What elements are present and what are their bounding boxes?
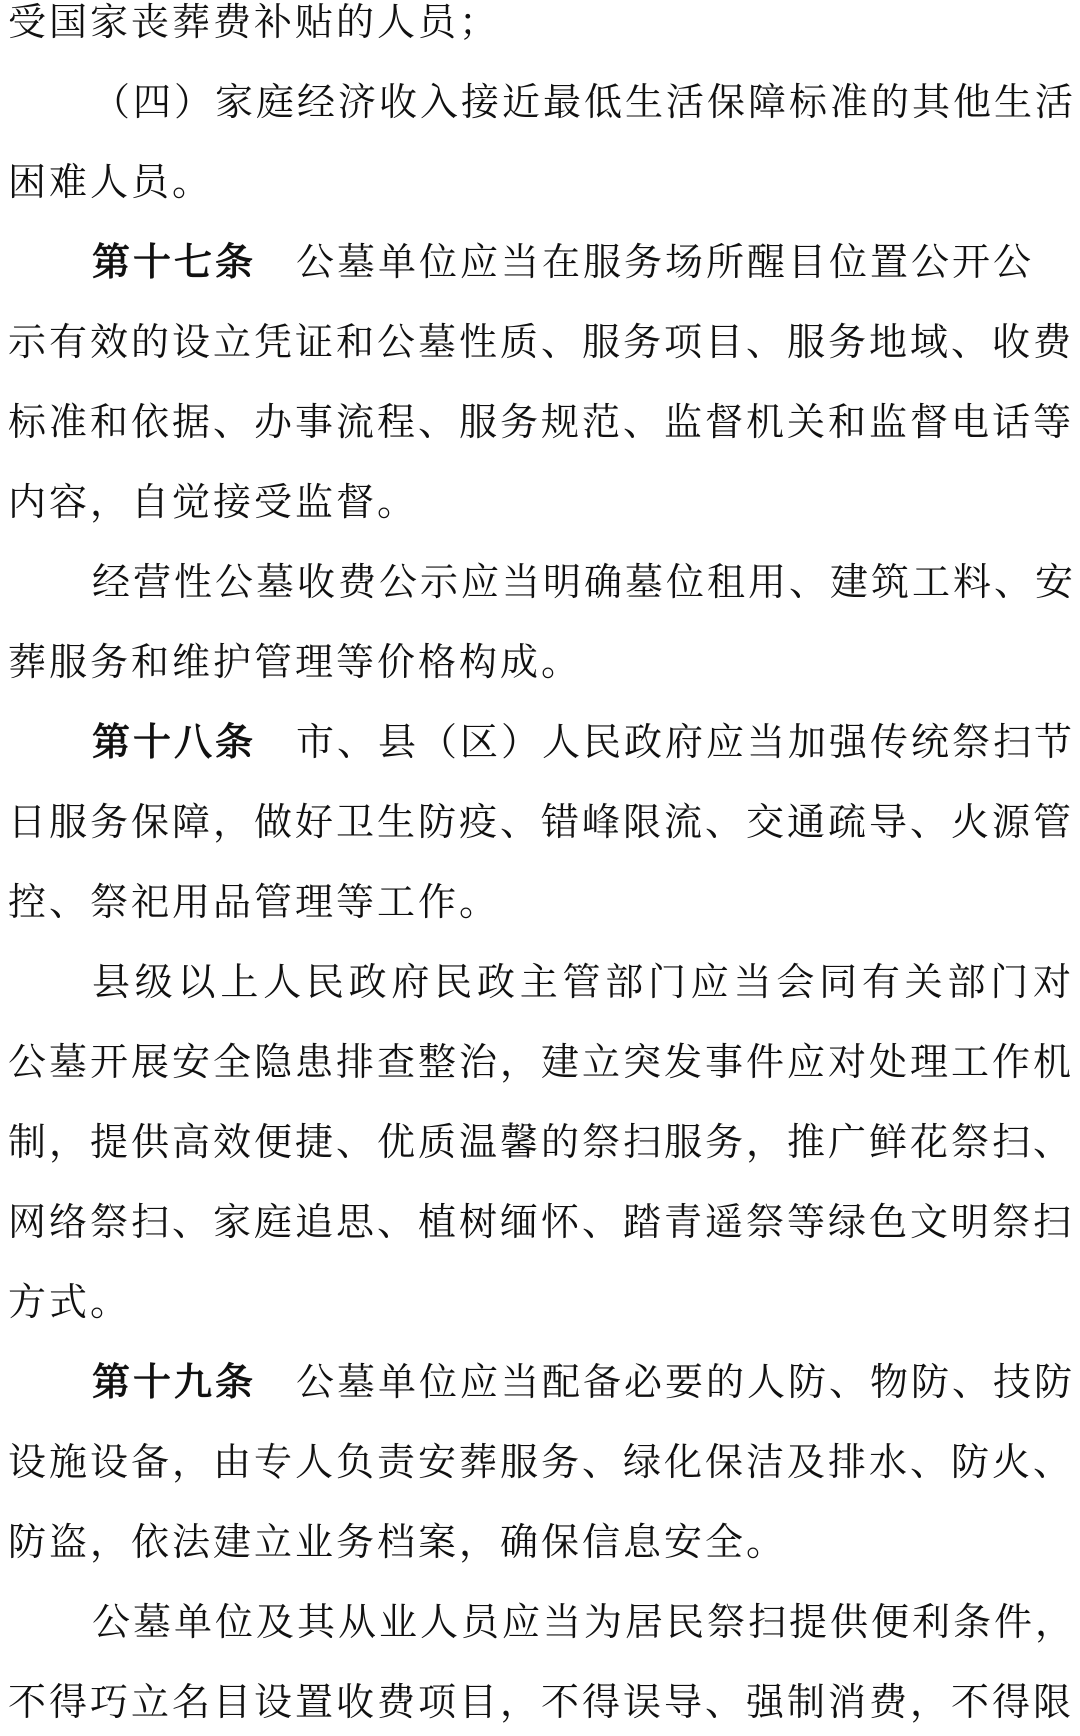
text-line: 受国家丧葬费补贴的人员； [8,0,501,44]
text-line: 公墓开展安全隐患排查整治，建立突发事件应对处理工作机 [8,1040,1075,1084]
article-heading: 第十八条 [92,720,257,764]
text-line: 困难人员。 [8,160,214,204]
text-line: 日服务保障，做好卫生防疫、错峰限流、交通疏导、火源管 [8,800,1075,844]
text-line: 经营性公墓收费公示应当明确墓位租用、建筑工料、安 [92,560,1077,604]
article-19-line [92,1352,1074,1412]
text-line: 不得巧立名目设置收费项目，不得误导、强制消费，不得限 [8,1680,1075,1724]
article-17-line [92,232,1074,292]
text-line: 市、县（区）人民政府应当加强传统祭扫节 [296,720,1076,764]
text-line: 设施设备，由专人负责安葬服务、绿化保洁及排水、防火、 [8,1440,1075,1484]
text-line: 网络祭扫、家庭追思、植树缅怀、踏青遥祭等绿色文明祭扫 [8,1200,1075,1244]
text-line: 控、祭祀用品管理等工作。 [8,880,501,924]
text-line: 葬服务和维护管理等价格构成。 [8,640,583,684]
text-line: 公墓单位应当在服务场所醒目位置公开公 [296,240,1035,284]
text-line: 制，提供高效便捷、优质温馨的祭扫服务，推广鲜花祭扫、 [8,1120,1075,1164]
text-line: 防盗，依法建立业务档案，确保信息安全。 [8,1520,788,1564]
text-line: 方式。 [8,1280,132,1324]
text-line: 标准和依据、办事流程、服务规范、监督机关和监督电话等 [8,400,1075,444]
article-18-line [92,712,1074,772]
text-line: 公墓单位及其从业人员应当为居民祭扫提供便利条件， [92,1600,1077,1644]
article-heading: 第十九条 [92,1360,257,1404]
article-heading: 第十七条 [92,240,257,284]
text-line: 县级以上人民政府民政主管部门应当会同有关部门对 [92,960,1074,1004]
text-line: 内容，自觉接受监督。 [8,480,419,524]
text-line: 示有效的设立凭证和公墓性质、服务项目、服务地域、收费 [8,320,1075,364]
text-line: （四）家庭经济收入接近最低生活保障标准的其他生活 [92,80,1077,124]
text-line: 公墓单位应当配备必要的人防、物防、技防 [296,1360,1076,1404]
